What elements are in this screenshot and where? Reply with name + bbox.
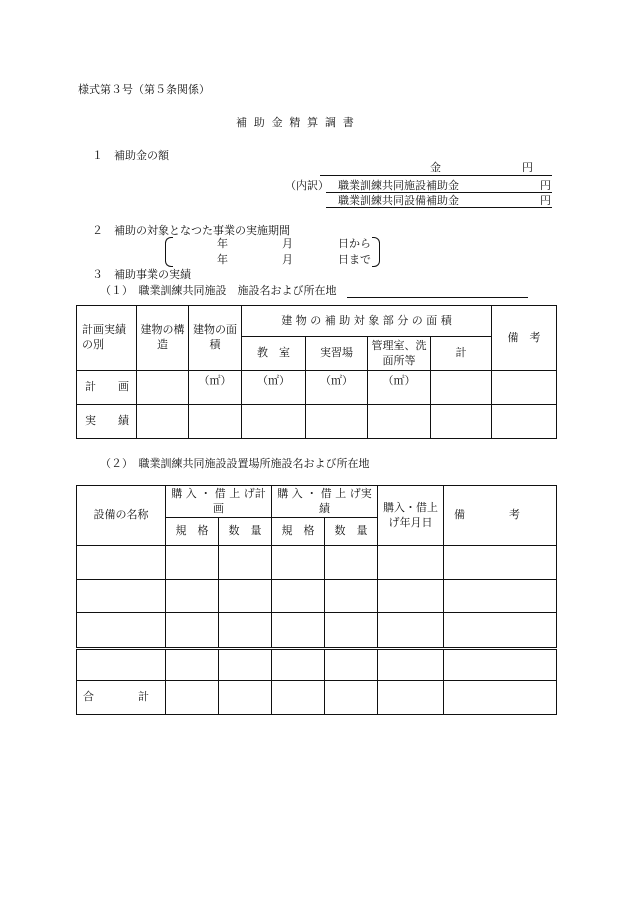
col-header-kouzou: 建物の構造 — [137, 306, 189, 371]
section2-heading: ２ 補助の対象となつた事業の実施期間 — [92, 224, 290, 237]
col-header-betsu: 計画実績の別 — [77, 306, 137, 371]
cell — [189, 405, 242, 439]
col-header-kyoshitsu: 教 室 — [242, 337, 306, 371]
cell — [306, 405, 368, 439]
table-row — [77, 546, 557, 580]
col-header-menseki: 建物の面積 — [189, 306, 242, 371]
section3-sub1: （１） 職業訓練共同施設 施設名および所在地 — [100, 284, 337, 297]
cell — [242, 405, 306, 439]
cell — [368, 405, 431, 439]
table-row-plan — [77, 371, 557, 405]
col-header-plan: 購 入 ・ 借 上 げ計画 — [166, 486, 272, 518]
col-header-biko: 備 考 — [492, 306, 557, 371]
cell — [137, 405, 189, 439]
page-title: 補 助 金 精 算 調 書 — [236, 116, 356, 129]
unit-label: （㎡） — [368, 371, 431, 405]
form-label: 様式第３号（第５条関係） — [78, 83, 210, 96]
unit-label: （㎡） — [189, 371, 242, 405]
equipment-table — [76, 485, 557, 715]
breakdown-underline-2 — [326, 207, 552, 208]
cell — [431, 371, 492, 405]
section3-heading: ３ 補助事業の実績 — [92, 268, 191, 281]
period-bracket-right — [372, 237, 380, 267]
cell — [137, 371, 189, 405]
unit-label: （㎡） — [242, 371, 306, 405]
table-row-actual — [77, 405, 557, 439]
period-to-year: 年 — [217, 253, 228, 266]
col-header-kikaku-actual: 規 格 — [272, 518, 325, 546]
col-header-group: 建 物 の 補 助 対 象 部 分 の 面 積 — [242, 306, 492, 337]
section1-heading: １ 補助金の額 — [92, 149, 169, 162]
table-row — [77, 613, 557, 649]
facility-area-table — [76, 305, 557, 439]
breakdown-item-1: 職業訓練共同施設補助金 — [338, 179, 459, 192]
period-to-month: 月 — [282, 253, 293, 266]
sub1-underline — [347, 297, 528, 298]
table-row-total — [77, 681, 557, 715]
cell — [492, 405, 557, 439]
row-label-actual: 実 績 — [77, 405, 137, 439]
kin-underline — [320, 175, 552, 176]
uchiwake-label: （内訳） — [285, 179, 329, 192]
col-header-suryo-actual: 数 量 — [325, 518, 378, 546]
cell — [492, 371, 557, 405]
table-row — [77, 649, 557, 681]
col-header-kei: 計 — [431, 337, 492, 371]
period-to-day: 日まで — [338, 253, 371, 266]
period-from-year: 年 — [217, 237, 228, 250]
col-header-kikaku-plan: 規 格 — [166, 518, 219, 546]
unit-label: （㎡） — [306, 371, 368, 405]
row-label-plan: 計 画 — [77, 371, 137, 405]
col-header-kanri: 管理室、洗面所等 — [368, 337, 431, 371]
period-bracket-left — [165, 237, 173, 267]
kin-label: 金 — [430, 161, 441, 174]
breakdown-item-2: 職業訓練共同設備補助金 — [338, 194, 459, 207]
breakdown-yen-1: 円 — [540, 179, 551, 192]
period-from-month: 月 — [282, 237, 293, 250]
section3-sub2: （２） 職業訓練共同施設設置場所施設名および所在地 — [100, 457, 370, 470]
breakdown-underline-1 — [326, 192, 552, 193]
table-row — [77, 580, 557, 613]
kin-yen-label: 円 — [522, 161, 533, 174]
period-from-day: 日から — [338, 237, 371, 250]
col-header-jisshu: 実習場 — [306, 337, 368, 371]
col-header-date: 購入・借上げ年月日 — [378, 486, 444, 546]
col-header-name: 設備の名称 — [77, 486, 166, 546]
col-header-biko2: 備 考 — [444, 486, 557, 546]
cell — [431, 405, 492, 439]
col-header-suryo-plan: 数 量 — [219, 518, 272, 546]
col-header-actual: 購 入 ・ 借 上 げ実績 — [272, 486, 378, 518]
row-label-total: 合 計 — [77, 681, 166, 715]
breakdown-yen-2: 円 — [540, 194, 551, 207]
